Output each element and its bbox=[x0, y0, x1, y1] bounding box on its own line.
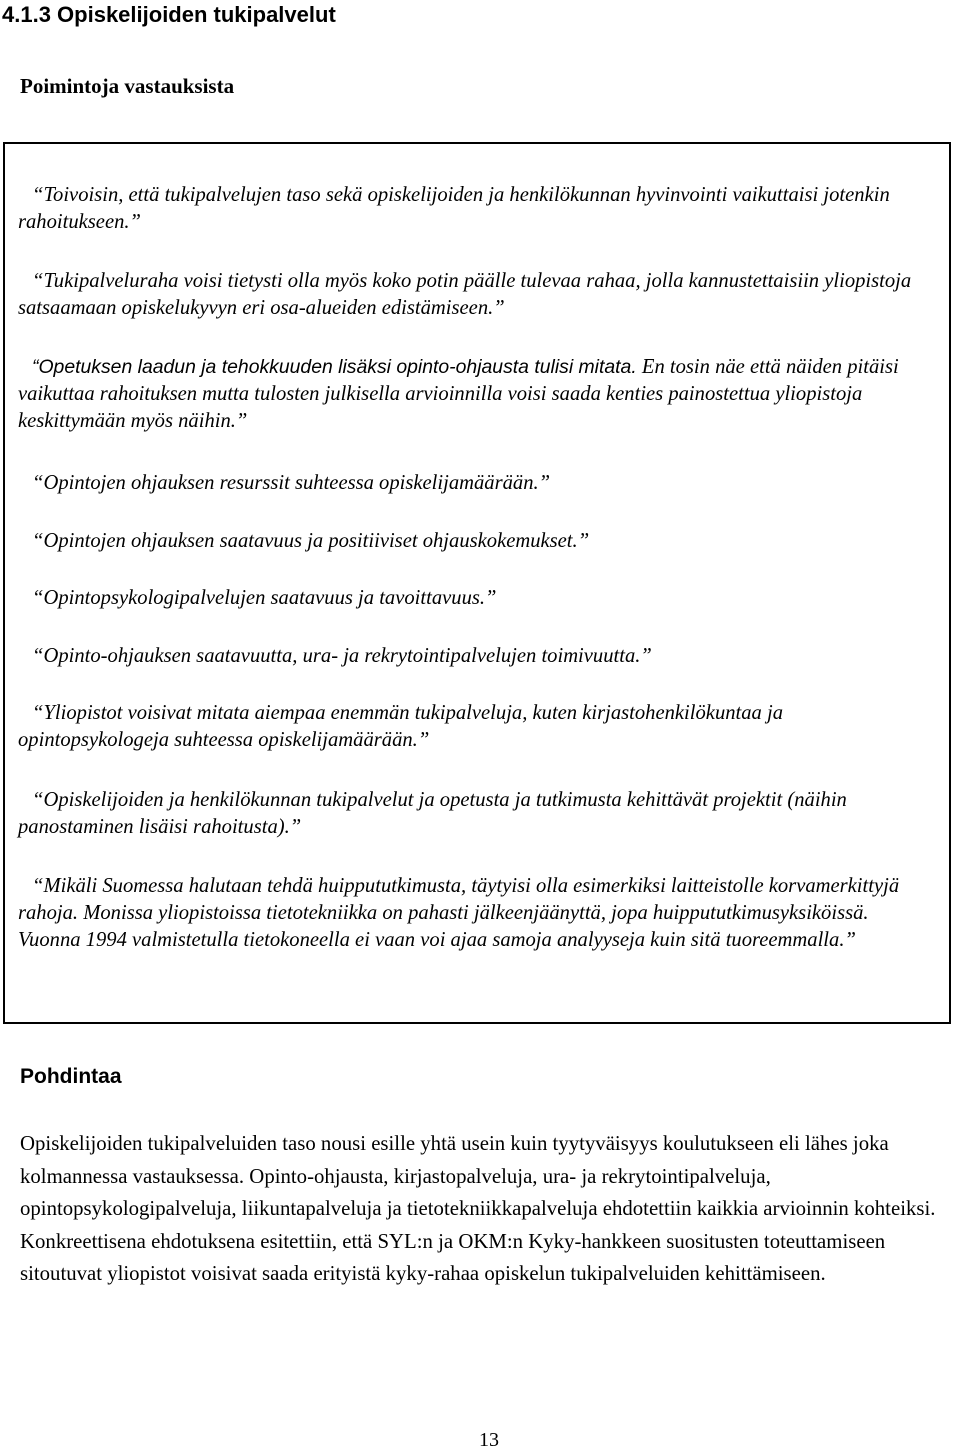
quote-2: “Tukipalveluraha voisi tietysti olla myös koko potin päälle tulevaa rahaa, jolla kannustettaisiin yliopistoja satsaamaan opiskelukyvyn eri osa-alueiden edistämiseen.” bbox=[18, 270, 912, 319]
quote-3: “Opetuksen laadun ja tehokkuuden lisäksi opinto-ohjausta tulisi mitata. En tosin näe että näiden pitäisi vaikuttaa rahoituksen mutta tulosten julkisella arvioinnilla voisi saada kenties painostettua yliopistoja keskittymään myös näihin.” bbox=[18, 356, 899, 432]
quote-5: “Opintojen ohjauksen saatavuus ja positiiviset ohjauskokemukset.” bbox=[32, 530, 590, 552]
pohdintaa-heading: Pohdintaa bbox=[20, 1065, 122, 1088]
section-heading: 4.1.3 Opiskelijoiden tukipalvelut bbox=[2, 2, 336, 27]
pohdintaa-paragraph: Opiskelijoiden tukipalveluiden taso nousi esille yhtä usein kuin tyytyväisyys koulutukseen eli lähes joka kolmannessa vastauksessa. Opinto-ohjausta, kirjastopalveluja, ura- ja rekrytointipalveluja, opintopsykologipalveluja, liikuntapalveluja ja tietotekniikkapalveluja ehdotettiin kaikkia arvioinnin kohteiksi. Konkreettisena ehdotuksena esitettiin, että SYL:n ja OKM:n Kyky-hankkeen suositusten toteuttamiseen sitoutuvat yliopistot voisivat saada erityistä kyky-rahaa opiskelun tukipalveluiden kehittämiseen. bbox=[20, 1132, 936, 1286]
quote-10: “Mikäli Suomessa halutaan tehdä huippututkimusta, täytyisi olla esimerkiksi laitteistolle korvamerkittyjä rahoja. Monissa yliopistoissa tietotekniikka on pahasti jälkeenjäänyttä, jopa huippututkimusyksiköissä. Vuonna 1994 valmistetulla tietokoneella ei vaan voi ajaa samoja analyyseja kuin sitä tuoreemmalla.” bbox=[18, 875, 900, 951]
quotes-box bbox=[3, 142, 951, 1024]
quote-7: “Opinto-ohjauksen saatavuutta, ura- ja rekrytointipalvelujen toimivuutta.” bbox=[32, 645, 652, 667]
quote-9: “Opiskelijoiden ja henkilökunnan tukipalvelut ja opetusta ja tutkimusta kehittävät projektit (näihin panostaminen lisäisi rahoitusta).” bbox=[18, 789, 847, 838]
page-number: 13 bbox=[479, 1429, 499, 1451]
quote-1: “Toivoisin, että tukipalvelujen taso sekä opiskelijoiden ja henkilökunnan hyvinvointi vaikuttaisi jotenkin rahoitukseen.” bbox=[18, 184, 890, 233]
quote-6: “Opintopsykologipalvelujen saatavuus ja tavoittavuus.” bbox=[32, 587, 497, 609]
quote-4: “Opintojen ohjauksen resurssit suhteessa opiskelijamäärään.” bbox=[32, 472, 551, 494]
subheading: Poimintoja vastauksista bbox=[20, 74, 235, 98]
quote-8: “Yliopistot voisivat mitata aiempaa enemmän tukipalveluja, kuten kirjastohenkilökuntaa ja opintopsykologeja suhteessa opiskelijamäärään.” bbox=[18, 702, 784, 751]
